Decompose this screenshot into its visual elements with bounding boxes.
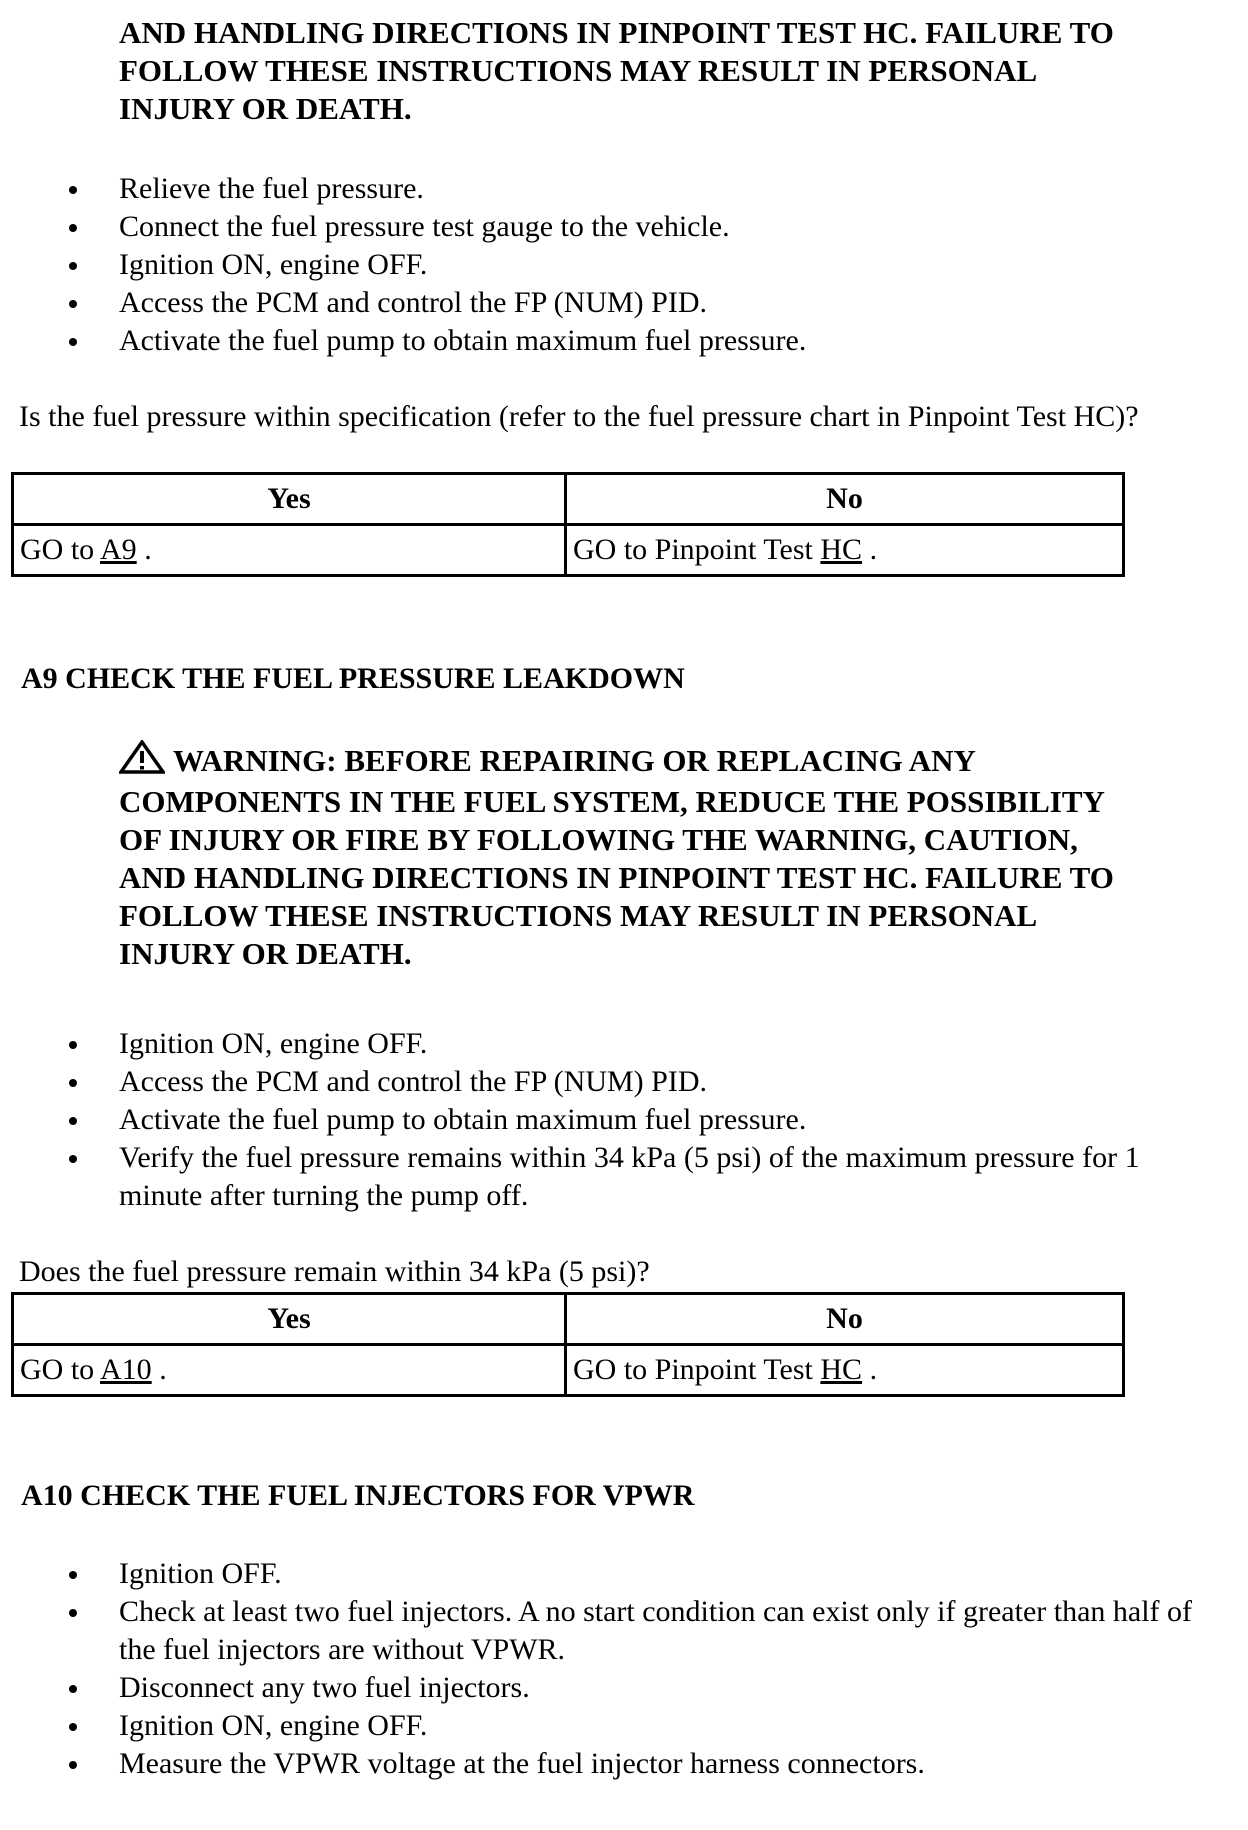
- warning-line: INJURY OR DEATH.: [119, 936, 412, 971]
- list-item-text: Ignition OFF.: [119, 1557, 282, 1590]
- list-item-text: Ignition ON, engine OFF.: [119, 248, 428, 281]
- bullet-icon: [69, 300, 77, 308]
- list-item-text: Ignition ON, engine OFF.: [119, 1709, 428, 1742]
- list-item-text: Activate the fuel pump to obtain maximum fuel pressure.: [119, 324, 807, 357]
- warning-triangle-icon: [119, 740, 165, 783]
- list-item-text: Activate the fuel pump to obtain maximum fuel pressure.: [119, 1103, 807, 1136]
- no-cell-suffix: .: [862, 533, 878, 566]
- list-item-text: Ignition ON, engine OFF.: [119, 1027, 428, 1060]
- warning-line: FOLLOW THESE INSTRUCTIONS MAY RESULT IN PERSONAL: [119, 898, 1038, 933]
- yes-cell-prefix: GO to: [20, 1353, 101, 1386]
- list-item: [0, 1025, 1240, 1063]
- warning-line: COMPONENTS IN THE FUEL SYSTEM, REDUCE THE POSSIBILITY: [119, 784, 1105, 819]
- warning-line: INJURY OR DEATH.: [119, 91, 412, 126]
- bullet-icon: [69, 262, 77, 270]
- list-item-text: Verify the fuel pressure remains within 34 kPa (5 psi) of the maximum pressure for 1 minute after turning the pump off.: [119, 1141, 1140, 1212]
- yes-cell-prefix: GO to: [20, 533, 101, 566]
- list-item: [0, 208, 1240, 246]
- yes-cell: [13, 1345, 566, 1396]
- list-item: [0, 246, 1240, 284]
- list-item: [0, 1669, 1240, 1707]
- list-item: [0, 1745, 1240, 1783]
- bullet-icon: [69, 186, 77, 194]
- list-item: [0, 1707, 1240, 1745]
- list-item: [0, 284, 1240, 322]
- bullet-icon: [69, 1155, 77, 1163]
- no-cell: [566, 525, 1124, 576]
- warning-line: AND HANDLING DIRECTIONS IN PINPOINT TEST HC. FAILURE TO: [119, 860, 1114, 895]
- a8-answer-table: [11, 472, 1125, 577]
- no-cell-prefix: GO to Pinpoint Test: [573, 1353, 821, 1386]
- a8-step-list: [0, 170, 1240, 360]
- bullet-icon: [69, 224, 77, 232]
- link-hc[interactable]: HC: [820, 1353, 863, 1386]
- bullet-icon: [69, 1079, 77, 1087]
- warning-line: [119, 740, 1229, 783]
- warning-continued: [119, 14, 1229, 128]
- a9-heading: A9 CHECK THE FUEL PRESSURE LEAKDOWN: [21, 662, 685, 695]
- bullet-icon: [69, 1041, 77, 1049]
- a9-warning: [119, 740, 1229, 973]
- a8-question: Is the fuel pressure within specification (refer to the fuel pressure chart in Pinpoint Test HC)?: [19, 400, 1139, 433]
- bullet-icon: [69, 338, 77, 346]
- yes-cell: [13, 525, 566, 576]
- list-item-text: Check at least two fuel injectors. A no start condition can exist only if greater than half of the fuel injectors are without VPWR.: [119, 1595, 1193, 1666]
- bullet-icon: [69, 1723, 77, 1731]
- no-cell: [566, 1345, 1124, 1396]
- a9-step-list: [0, 1025, 1240, 1215]
- list-item: [0, 1593, 1240, 1669]
- warning-line: FOLLOW THESE INSTRUCTIONS MAY RESULT IN PERSONAL: [119, 53, 1038, 88]
- warning-line: OF INJURY OR FIRE BY FOLLOWING THE WARNING, CAUTION,: [119, 822, 1078, 857]
- list-item: [0, 1101, 1240, 1139]
- bullet-icon: [69, 1761, 77, 1769]
- list-item-text: Relieve the fuel pressure.: [119, 172, 424, 205]
- list-item: [0, 1139, 1240, 1215]
- yes-header: Yes: [13, 474, 566, 525]
- link-a10[interactable]: A10: [100, 1353, 152, 1386]
- list-item: [0, 170, 1240, 208]
- no-header: No: [566, 1294, 1124, 1345]
- a10-heading: A10 CHECK THE FUEL INJECTORS FOR VPWR: [21, 1479, 695, 1512]
- list-item: [0, 1555, 1240, 1593]
- list-item: [0, 322, 1240, 360]
- bullet-icon: [69, 1685, 77, 1693]
- list-item-text: Connect the fuel pressure test gauge to the vehicle.: [119, 210, 730, 243]
- list-item-text: Access the PCM and control the FP (NUM) PID.: [119, 286, 708, 319]
- bullet-icon: [69, 1609, 77, 1617]
- link-hc[interactable]: HC: [820, 533, 863, 566]
- warning-line: AND HANDLING DIRECTIONS IN PINPOINT TEST HC. FAILURE TO: [119, 15, 1114, 50]
- no-cell-suffix: .: [862, 1353, 878, 1386]
- bullet-icon: [69, 1117, 77, 1125]
- a9-answer-table: [11, 1292, 1125, 1397]
- warning-line-text: WARNING: BEFORE REPAIRING OR REPLACING ANY: [173, 743, 976, 778]
- yes-cell-suffix: .: [136, 533, 152, 566]
- list-item-text: Disconnect any two fuel injectors.: [119, 1671, 530, 1704]
- yes-cell-suffix: .: [151, 1353, 167, 1386]
- a10-step-list: [0, 1555, 1240, 1783]
- a9-question: Does the fuel pressure remain within 34 kPa (5 psi)?: [19, 1255, 650, 1288]
- link-a9[interactable]: A9: [100, 533, 137, 566]
- yes-header: Yes: [13, 1294, 566, 1345]
- list-item-text: Access the PCM and control the FP (NUM) PID.: [119, 1065, 708, 1098]
- list-item: [0, 1063, 1240, 1101]
- no-cell-prefix: GO to Pinpoint Test: [573, 533, 821, 566]
- bullet-icon: [69, 1571, 77, 1579]
- no-header: No: [566, 474, 1124, 525]
- list-item-text: Measure the VPWR voltage at the fuel injector harness connectors.: [119, 1747, 925, 1780]
